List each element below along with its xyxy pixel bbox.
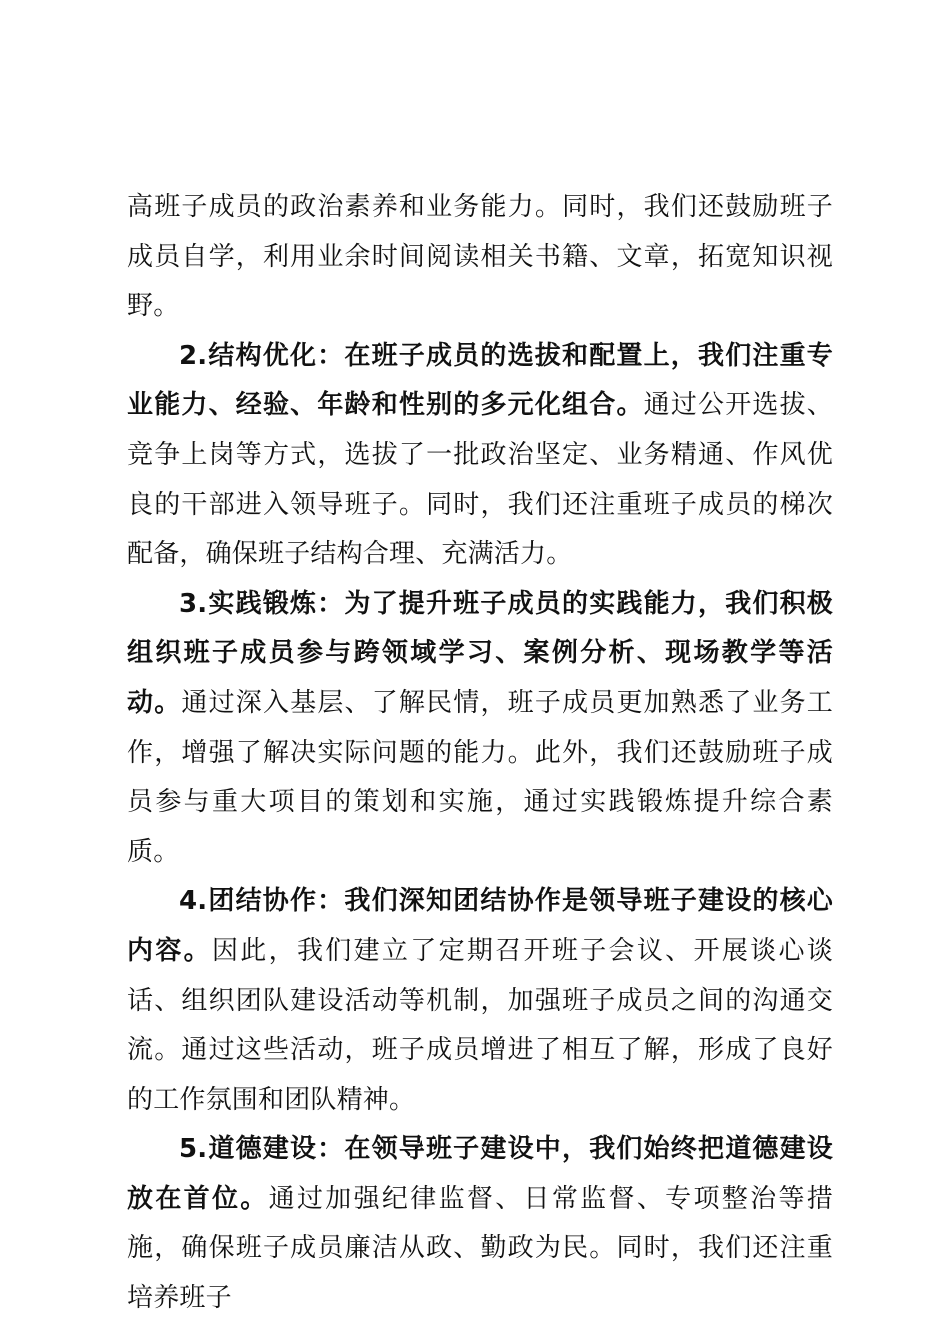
paragraph-moral-construction xyxy=(127,1125,833,1323)
paragraph-structure-optimization xyxy=(127,332,833,580)
document-page xyxy=(127,183,833,1324)
paragraph-text: 通过加强纪律监督、日常监督、专项整治等措施，确保班子成员廉洁从政、勤政为民。同时，我们还注重培养班子 xyxy=(127,1183,833,1314)
paragraph-text: 因此，我们建立了定期召开班子会议、开展谈心谈话、组织团队建设活动等机制，加强班子成员之间的沟通交流。通过这些活动，班子成员增进了相互了解，形成了良好的工作氛围和团队精神。 xyxy=(127,935,833,1115)
paragraph-text: 通过公开选拔、竞争上岗等方式，选拔了一批政治坚定、业务精通、作风优良的干部进入领导班子。同时，我们还注重班子成员的梯次配备，确保班子结构合理、充满活力。 xyxy=(127,390,833,570)
paragraph-teamwork xyxy=(127,877,833,1125)
paragraph-text: 通过深入基层、了解民情，班子成员更加熟悉了业务工作，增强了解决实际问题的能力。此外，我们还鼓励班子成员参与重大项目的策划和实施，通过实践锻炼提升综合素质。 xyxy=(127,687,833,867)
paragraph-practice-training xyxy=(127,580,833,878)
paragraph-heading: 3.实践锻炼：为了提升班子成员的实践能力，我们积极组织班子成员参与跨领域学习、案例分析、现场教学等活动。 xyxy=(127,588,833,718)
paragraph-heading: 5.道德建设：在领导班子建设中，我们始终把道德建设放在首位。 xyxy=(127,1134,833,1214)
paragraph-continuation xyxy=(127,183,833,332)
paragraph-heading: 4.团结协作：我们深知团结协作是领导班子建设的核心内容。 xyxy=(127,886,833,966)
paragraph-text: 高班子成员的政治素养和业务能力。同时，我们还鼓励班子成员自学，利用业余时间阅读相关书籍、文章，拓宽知识视野。 xyxy=(127,192,833,322)
paragraph-heading: 2.结构优化：在班子成员的选拔和配置上，我们注重专业能力、经验、年龄和性别的多元化组合。 xyxy=(127,340,833,421)
